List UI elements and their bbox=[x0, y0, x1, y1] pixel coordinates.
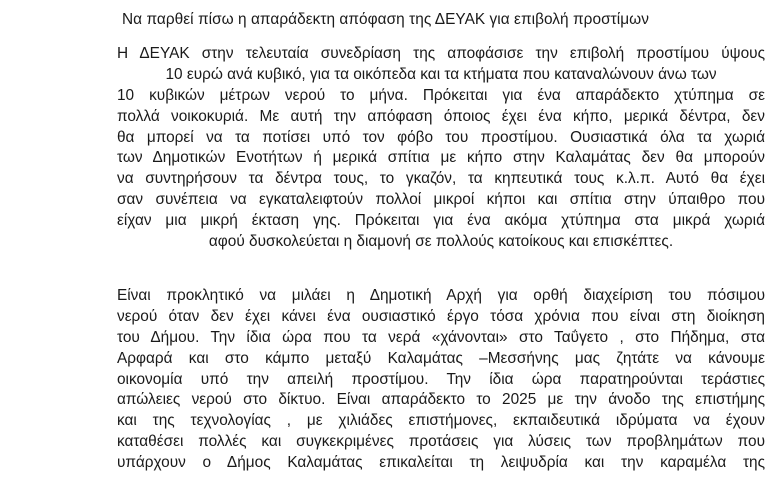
paragraph-1-line: 10 ευρώ ανά κυβικό, για τα οικόπεδα και τα κτήματα που καταναλώνουν άνω των bbox=[165, 65, 717, 83]
paragraph-2-line: καταθέσει πολλές και συγκεκριμένες προτάσεις για λύσεις των προβλημάτων που bbox=[117, 433, 765, 451]
document-title: Να παρθεί πίσω η απαράδεκτη απόφαση της ΔΕΥΑΚ για επιβολή προστίμων bbox=[122, 11, 649, 28]
paragraph-1-line: πολλά νοικοκυριά. Με αυτή την απόφαση όποιος έχει ένα κήπο, μερικά δέντρα, δεν bbox=[117, 107, 765, 125]
paragraph-2-line: απώλειες νερού στο δίκτυο. Είναι απαράδεκτο το 2025 με την άνοδο της επιστήμης bbox=[117, 391, 765, 409]
paragraph-2-line: και της τεχνολογίας , με χιλιάδες επιστήμονες, εκπαιδευτικά ιδρύματα να έχουν bbox=[117, 412, 765, 430]
paragraph-1-line: σαν συνέπεια να εγκαταλειφτούν πολλοί μικροί κήποι και σπίτια στην ύπαιθρο που bbox=[117, 191, 765, 209]
paragraph-1-line: θα μπορεί να τα ποτίσει υπό τον φόβο του προστίμου. Ουσιαστικά όλα τα χωριά bbox=[117, 128, 765, 146]
paragraph-2 bbox=[117, 286, 765, 474]
paragraph-1-line: των Δημοτικών Ενοτήτων ή μερικά σπίτια με κήπο στην Καλαμάτας δεν θα μπορούν bbox=[117, 149, 765, 167]
paragraph-2-line: Είναι προκλητικό να μιλάει η Δημοτική Αρχή για ορθή διαχείριση του πόσιμου bbox=[117, 287, 765, 304]
paragraph-1-line: αφού δυσκολεύεται η διαμονή σε πολλούς κατοίκους και επισκέπτες. bbox=[208, 233, 674, 251]
paragraph-1-line: να συντηρήσουν τα δέντρα τους, το γκαζόν, τα κηπευτικά τους κ.λ.π. Αυτό θα έχει bbox=[117, 170, 765, 188]
paragraph-1-line: 10 κυβικών μέτρων νερού το μήνα. Πρόκειται για ένα απαράδεκτο χτύπημα σε bbox=[117, 86, 765, 104]
paragraph-1-line: Η ΔΕΥΑΚ στην τελευταία συνεδρίαση της αποφάσισε την επιβολή προστίμου ύψους bbox=[117, 45, 765, 62]
paragraph-2-line: του Δήμου. Την ίδια ώρα που τα νερά «χάνονται» στο Ταΰγετο , στο Πήδημα, στα bbox=[117, 328, 765, 346]
paragraph-2-line: υπάρχουν ο Δήμος Καλαμάτας επικαλείται τη λειψυδρία και την καραμέλα της bbox=[117, 454, 765, 472]
paragraph-1 bbox=[117, 44, 765, 253]
paragraph-2-line: Αρφαρά και στο κάμπο μεταξύ Καλαμάτας –Μεσσήνης μας ζητάτε να κάνουμε bbox=[117, 349, 765, 367]
paragraph-2-line: νερού όταν δεν έχει κάνει ένα ουσιαστικό έργο τόσα χρόνια που είναι στη διοίκηση bbox=[117, 307, 765, 325]
paragraph-2-line: οικονομία υπό την απειλή προστίμου. Την ίδια ώρα παρατηρούνται τεράστιες bbox=[117, 370, 765, 388]
paragraph-1-line: είχαν μια μικρή έκταση γης. Πρόκειται για ένα ακόμα χτύπημα στα μικρά χωριά bbox=[117, 212, 765, 230]
